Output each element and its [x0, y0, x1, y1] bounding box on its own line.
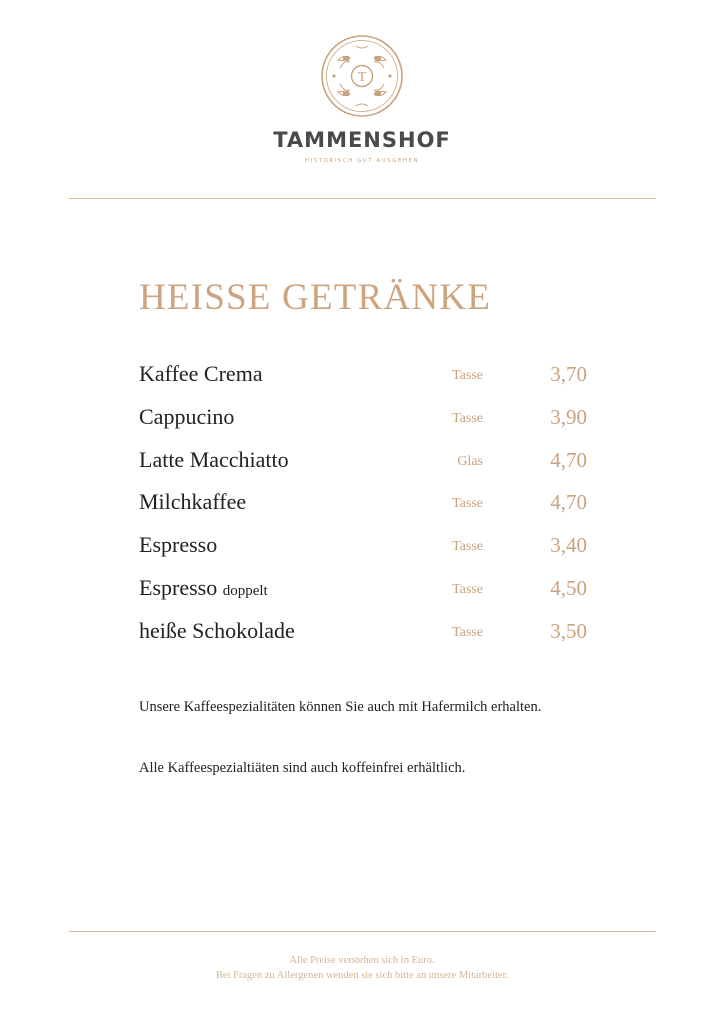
item-name: Espresso doppelt	[139, 574, 268, 600]
item-name: Espresso	[139, 532, 218, 558]
item-price: 3,70	[550, 362, 587, 386]
drinks-menu	[139, 358, 599, 658]
item-name: Cappucino	[139, 403, 235, 429]
item-name: heiße Schokolade	[139, 617, 295, 643]
item-price: 4,50	[550, 575, 587, 600]
logo-letter: T	[357, 70, 367, 85]
item-suffix: doppelt	[222, 582, 268, 599]
section-heading: HEISSE GETRÄNKE	[139, 277, 492, 318]
menu-item	[139, 486, 599, 529]
top-divider	[69, 198, 656, 199]
item-price: 4,70	[550, 447, 587, 472]
item-price: 4,70	[550, 490, 587, 515]
menu-item	[139, 358, 599, 401]
footer-prices-note: Alle Preise verstehen sich in Euro.	[289, 955, 435, 966]
menu-item	[139, 444, 599, 487]
menu-item	[139, 401, 599, 444]
item-unit: Tasse	[452, 539, 483, 555]
note-oat-milk: Unsere Kaffeespezialitäten können Sie auch mit Hafermilch erhalten.	[139, 699, 542, 715]
item-name: Latte Macchiatto	[139, 446, 289, 472]
item-price: 3,40	[550, 533, 587, 558]
brand-tagline: HISTORISCH GUT AUSGEHEN	[304, 158, 420, 164]
menu-item	[139, 615, 599, 658]
note-decaf: Alle Kaffeespezialtiäten sind auch koffeinfrei erhältlich.	[139, 760, 466, 776]
item-unit: Glas	[457, 453, 483, 469]
bottom-divider	[69, 931, 656, 932]
item-name: Kaffee Crema	[139, 361, 263, 386]
item-price: 3,50	[550, 618, 587, 643]
item-name: Milchkaffee	[139, 489, 247, 515]
menu-item	[139, 572, 599, 615]
item-unit: Tasse	[452, 496, 483, 512]
menu-item	[139, 529, 599, 572]
logo	[0, 34, 724, 118]
tammenshof-crest-icon	[318, 34, 406, 118]
item-unit: Tasse	[452, 624, 483, 640]
brand-name: TAMMENSHOF	[273, 128, 451, 152]
item-unit: Tasse	[452, 410, 483, 426]
footer-allergen-note: Bei Fragen zu Allergenen wenden sie sich bitte an unsere Mitarbeiter.	[215, 970, 509, 981]
item-price: 3,90	[550, 404, 587, 429]
item-unit: Tasse	[452, 368, 483, 383]
item-unit: Tasse	[452, 581, 483, 597]
